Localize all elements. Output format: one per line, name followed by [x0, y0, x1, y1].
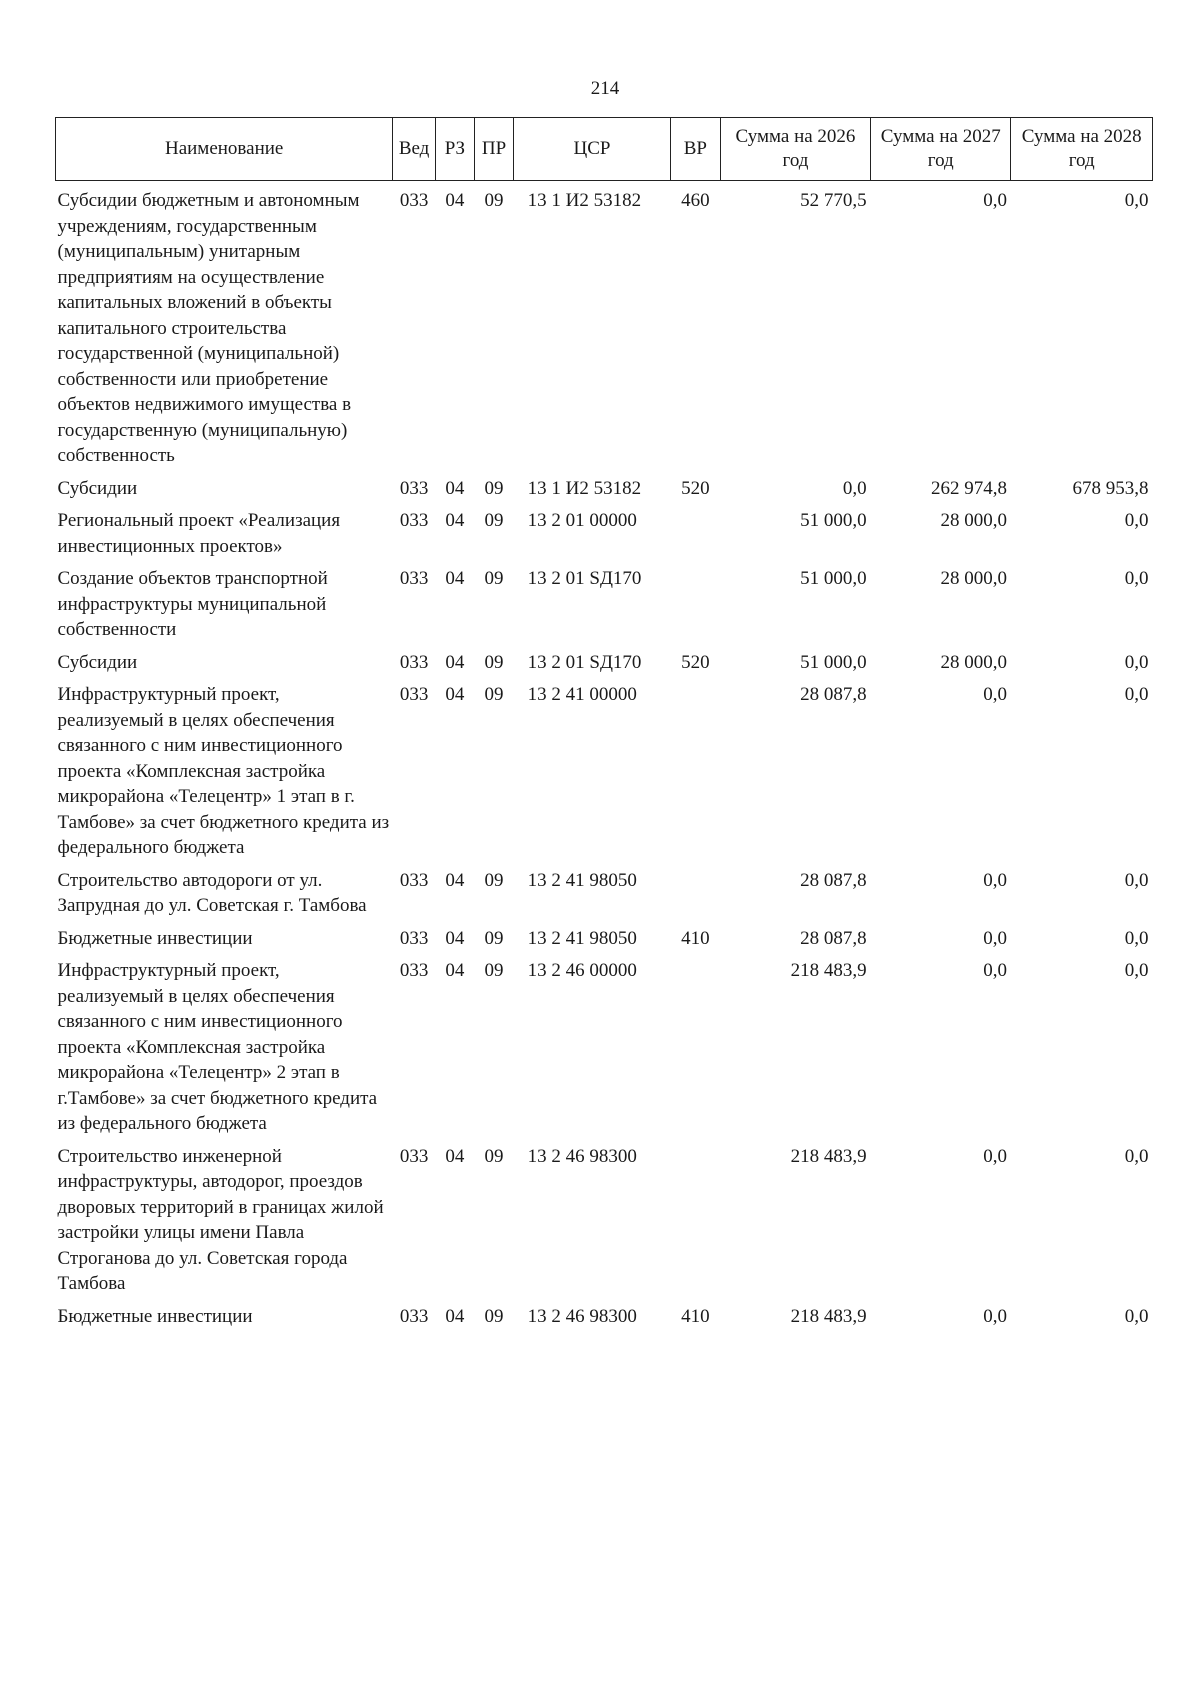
table-header-row — [56, 118, 1153, 181]
row-rz: 04 — [445, 684, 465, 705]
row-pr: 09 — [484, 1305, 504, 1327]
row-csr: 13 1 И2 53182 — [527, 477, 642, 499]
row-name: Бюджетные инвестиции — [57, 1305, 253, 1327]
table-row — [56, 675, 1153, 861]
row-sum-2027: 28 000,0 — [940, 651, 1007, 673]
row-ved: 033 — [399, 510, 429, 531]
row-pr: 09 — [484, 190, 504, 211]
row-pr: 09 — [484, 651, 504, 673]
row-csr: 13 2 01 00000 — [527, 510, 637, 531]
row-name: Субсидии — [57, 651, 138, 673]
header-name: Наименование — [56, 118, 393, 181]
row-ved: 033 — [399, 927, 429, 949]
budget-table — [55, 117, 1153, 1329]
row-vr — [670, 951, 720, 1137]
row-csr: 13 2 41 00000 — [527, 684, 637, 705]
row-csr: 13 2 46 98300 — [527, 1145, 637, 1167]
row-vr: 410 — [681, 927, 710, 949]
row-csr: 13 2 41 98050 — [527, 869, 637, 891]
row-pr: 09 — [484, 684, 504, 705]
row-vr: 410 — [681, 1305, 710, 1327]
row-name: Инфраструктурный проект, реализуемый в целях обеспечения связанного с ним инвестиционного проекта «Комплексная застройка микрорайона «Телецентр» 1 этап в г. Тамбове» за счет бюджетного кредита из федерального бюджета — [57, 684, 390, 858]
row-sum-2026: 52 770,5 — [800, 190, 867, 211]
row-sum-2027: 0,0 — [983, 869, 1007, 891]
header-sum-2027: Сумма на 2027 год — [871, 118, 1011, 181]
row-csr: 13 1 И2 53182 — [527, 190, 642, 211]
table-row — [56, 861, 1153, 919]
row-sum-2026: 28 087,8 — [800, 927, 867, 949]
row-sum-2028: 678 953,8 — [1072, 477, 1149, 499]
row-sum-2026: 218 483,9 — [790, 1145, 867, 1167]
row-rz: 04 — [445, 1305, 465, 1327]
header-vr: ВР — [670, 118, 720, 181]
header-ved: Вед — [393, 118, 435, 181]
row-ved: 033 — [399, 568, 429, 589]
row-vr — [670, 675, 720, 861]
row-vr — [670, 559, 720, 643]
table-row — [56, 643, 1153, 676]
row-sum-2028: 0,0 — [1124, 190, 1149, 211]
row-sum-2027: 28 000,0 — [940, 568, 1007, 589]
row-pr: 09 — [484, 1145, 504, 1167]
row-sum-2027: 0,0 — [983, 190, 1007, 211]
row-sum-2028: 0,0 — [1124, 684, 1149, 705]
row-sum-2027: 262 974,8 — [930, 477, 1007, 499]
row-name: Субсидии бюджетным и автономным учреждениям, государственным (муниципальным) унитарным предприятиям на осуществление капитальных вложений в объекты капитального строительства государственной (муниципальной) собственности или приобретение объектов недвижимого имущества в государственную (муниципальную) собственность — [57, 190, 360, 466]
header-pr: ПР — [474, 118, 513, 181]
row-name: Инфраструктурный проект, реализуемый в целях обеспечения связанного с ним инвестиционного проекта «Комплексная застройка микрорайона «Телецентр» 2 этап в г.Тамбове» за счет бюджетного кредита из федерального бюджета — [57, 960, 378, 1134]
table-row — [56, 919, 1153, 952]
row-name: Строительство инженерной инфраструктуры, автодорог, проездов дворовых территорий в границах жилой застройки улицы имени Павла Строганова до ул. Советская города Тамбова — [57, 1145, 384, 1294]
table-row — [56, 181, 1153, 469]
row-vr — [670, 1137, 720, 1297]
table-row — [56, 951, 1153, 1137]
row-sum-2028: 0,0 — [1124, 651, 1149, 673]
row-sum-2028: 0,0 — [1124, 1145, 1149, 1167]
row-sum-2028: 0,0 — [1124, 568, 1149, 589]
row-pr: 09 — [484, 960, 504, 981]
row-pr: 09 — [484, 477, 504, 499]
table-row — [56, 469, 1153, 502]
row-rz: 04 — [445, 927, 465, 949]
row-sum-2027: 0,0 — [983, 960, 1007, 981]
row-rz: 04 — [445, 960, 465, 981]
row-ved: 033 — [399, 477, 429, 499]
row-name: Создание объектов транспортной инфраструктуры муниципальной собственности — [57, 568, 328, 640]
table-row — [56, 1297, 1153, 1330]
row-ved: 033 — [399, 1145, 429, 1167]
row-sum-2027: 0,0 — [983, 927, 1007, 949]
row-name: Бюджетные инвестиции — [57, 927, 253, 949]
row-rz: 04 — [445, 568, 465, 589]
row-ved: 033 — [399, 1305, 429, 1327]
page-number: 214 — [590, 78, 620, 99]
row-csr: 13 2 46 98300 — [527, 1305, 637, 1327]
row-rz: 04 — [445, 651, 465, 673]
row-name: Строительство автодороги от ул. Запрудная до ул. Советская г. Тамбова — [57, 869, 367, 916]
row-sum-2027: 0,0 — [983, 1305, 1007, 1327]
row-ved: 033 — [399, 684, 429, 705]
row-rz: 04 — [445, 510, 465, 531]
row-sum-2028: 0,0 — [1124, 960, 1149, 981]
row-sum-2028: 0,0 — [1124, 510, 1149, 531]
row-ved: 033 — [399, 190, 429, 211]
row-sum-2027: 28 000,0 — [940, 510, 1007, 531]
row-sum-2026: 218 483,9 — [790, 1305, 867, 1327]
row-sum-2028: 0,0 — [1124, 927, 1149, 949]
row-sum-2028: 0,0 — [1124, 869, 1149, 891]
row-ved: 033 — [399, 960, 429, 981]
row-sum-2027: 0,0 — [983, 684, 1007, 705]
table-row — [56, 1137, 1153, 1297]
row-rz: 04 — [445, 869, 465, 891]
row-vr: 520 — [681, 477, 710, 499]
row-sum-2026: 51 000,0 — [800, 510, 867, 531]
row-pr: 09 — [484, 568, 504, 589]
header-sum-2026: Сумма на 2026 год — [720, 118, 870, 181]
table-row — [56, 559, 1153, 643]
header-rz: РЗ — [435, 118, 474, 181]
row-vr: 460 — [681, 190, 710, 211]
row-sum-2027: 0,0 — [983, 1145, 1007, 1167]
row-rz: 04 — [445, 190, 465, 211]
table-row — [56, 501, 1153, 559]
row-name: Субсидии — [57, 477, 138, 499]
row-pr: 09 — [484, 869, 504, 891]
row-csr: 13 2 46 00000 — [527, 960, 637, 981]
row-rz: 04 — [445, 1145, 465, 1167]
row-csr: 13 2 01 SД170 — [527, 568, 642, 589]
row-vr — [670, 861, 720, 919]
row-ved: 033 — [399, 869, 429, 891]
row-csr: 13 2 41 98050 — [527, 927, 637, 949]
row-ved: 033 — [399, 651, 429, 673]
row-pr: 09 — [484, 510, 504, 531]
row-vr: 520 — [681, 651, 710, 673]
row-sum-2026: 51 000,0 — [800, 568, 867, 589]
header-sum-2028: Сумма на 2028 год — [1011, 118, 1153, 181]
row-sum-2026: 28 087,8 — [800, 869, 867, 891]
row-sum-2026: 218 483,9 — [790, 960, 867, 981]
row-sum-2026: 0,0 — [842, 477, 867, 499]
row-vr — [670, 501, 720, 559]
row-rz: 04 — [445, 477, 465, 499]
row-sum-2028: 0,0 — [1124, 1305, 1149, 1327]
row-csr: 13 2 01 SД170 — [527, 651, 642, 673]
row-name: Региональный проект «Реализация инвестиционных проектов» — [57, 510, 341, 557]
row-pr: 09 — [484, 927, 504, 949]
row-sum-2026: 51 000,0 — [800, 651, 867, 673]
row-sum-2026: 28 087,8 — [800, 684, 867, 705]
header-csr: ЦСР — [514, 118, 671, 181]
